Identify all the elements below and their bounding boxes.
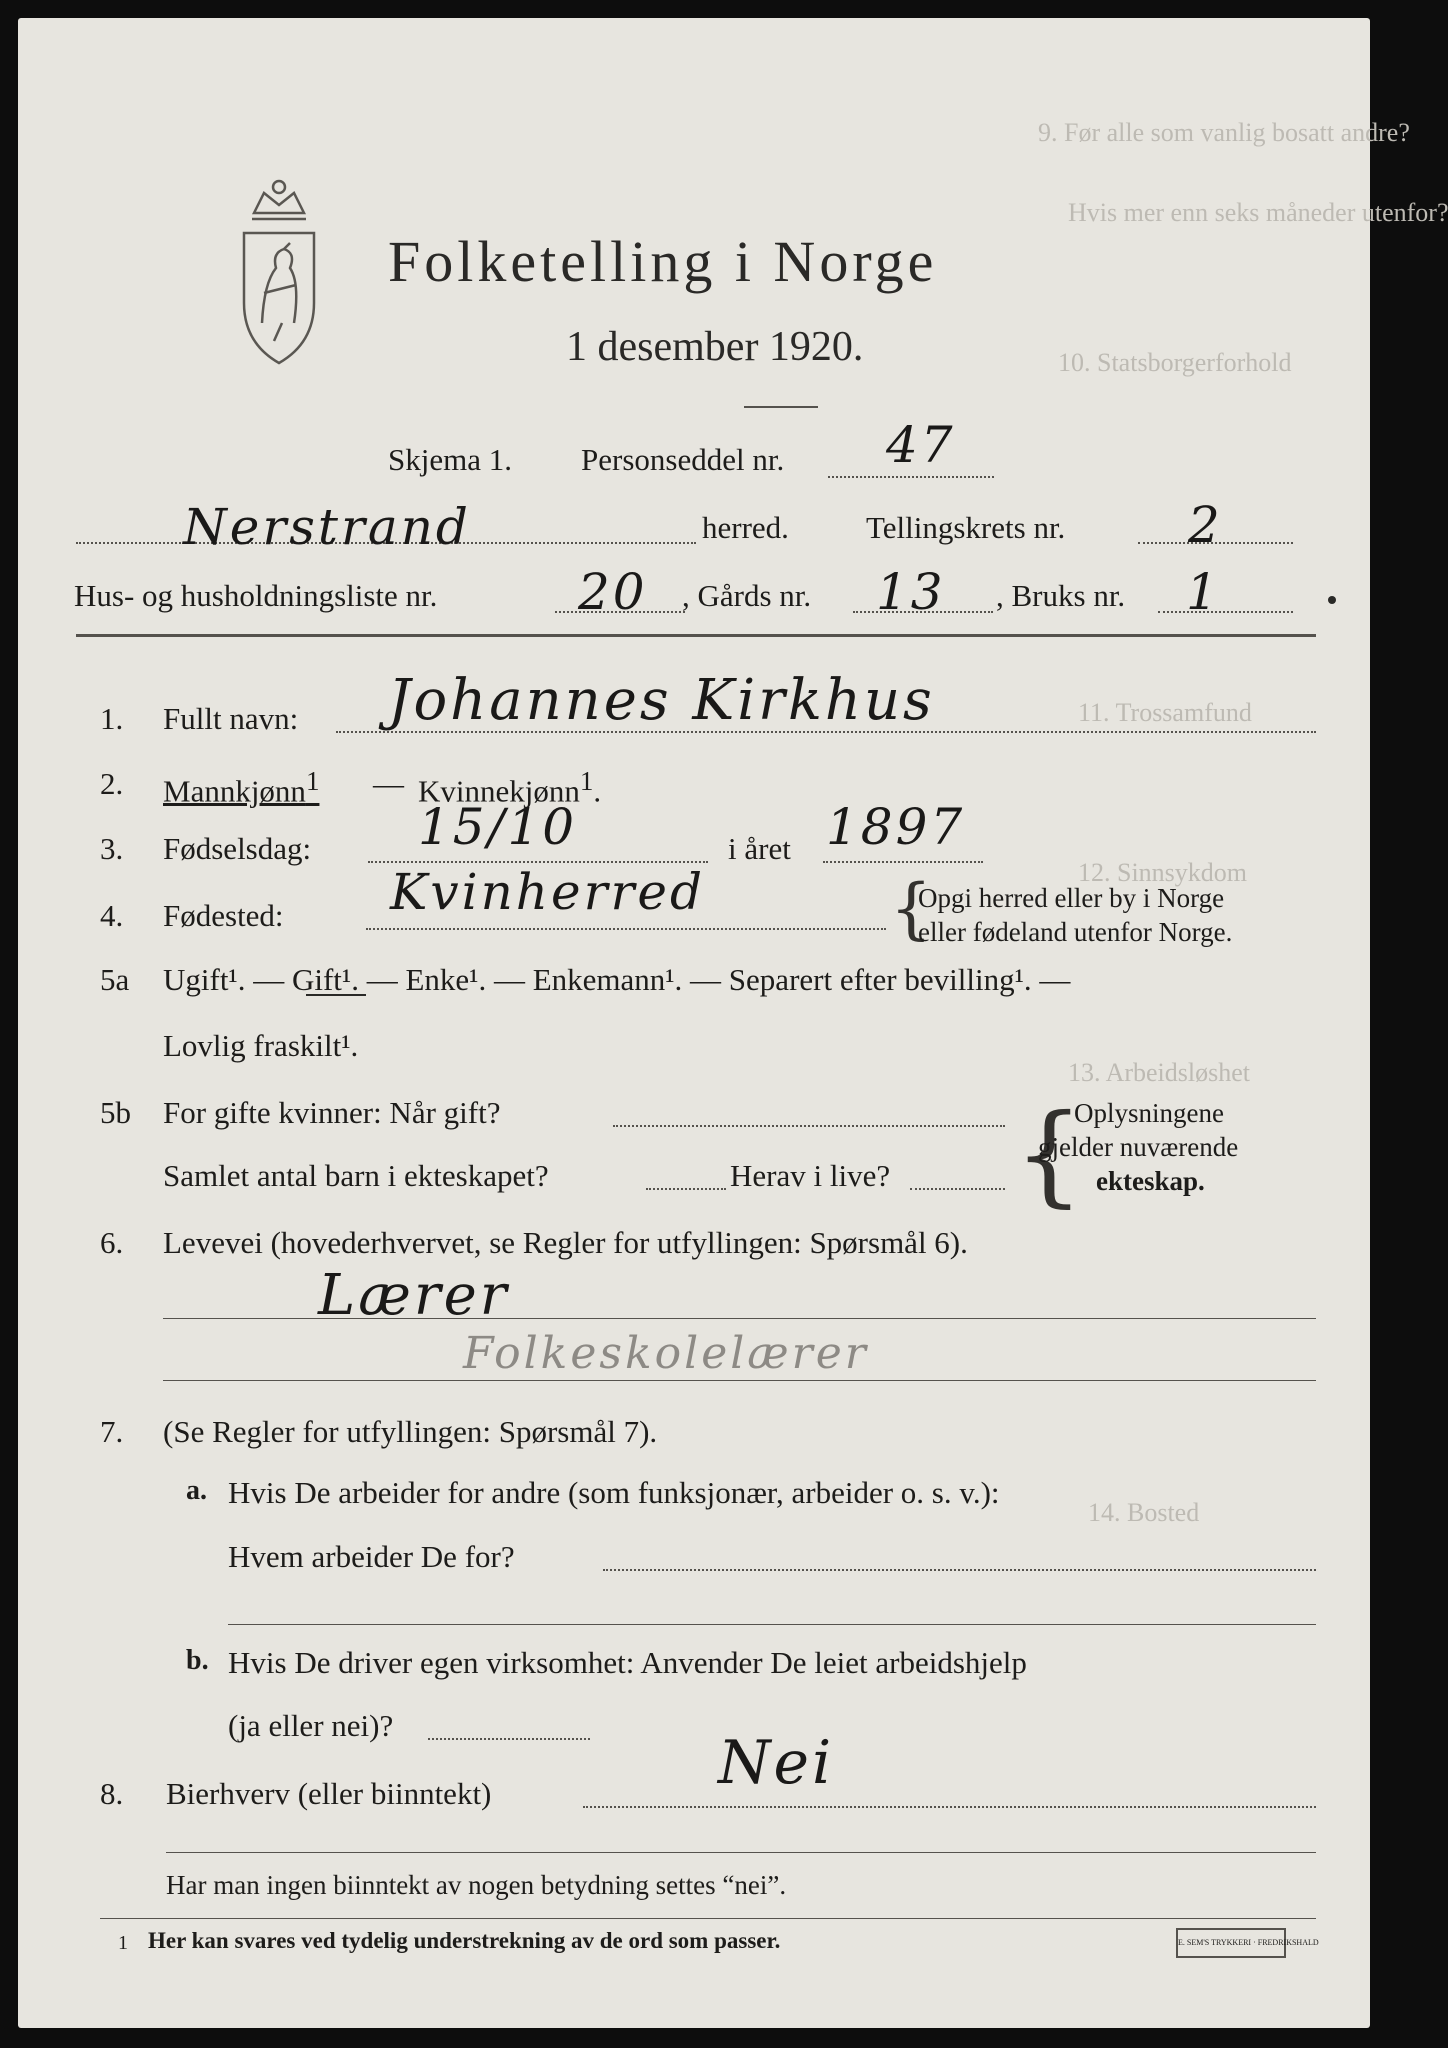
gift-underline bbox=[306, 994, 366, 996]
marriage-note-3: ekteskap. bbox=[1096, 1166, 1205, 1196]
gender-female-option[interactable]: Kvinnekjønn$^1$. bbox=[418, 766, 602, 809]
marital-status-options[interactable]: Ugift¹. — Gift¹. — Enke¹. — Enkemann¹. — Separert efter bevilling¹. — bbox=[163, 962, 1071, 997]
q7a-letter: a. bbox=[186, 1475, 207, 1506]
norwegian-lion-shield-icon bbox=[224, 173, 334, 373]
q5a-number: 5a bbox=[100, 962, 130, 997]
occupation-annotation: Folkeskolelærer bbox=[463, 1328, 869, 1379]
occupation-label: Levevei (hovederhvervet, se Regler for utfyllingen: Spørsmål 6). bbox=[163, 1225, 968, 1260]
herred-value[interactable]: Nerstrand bbox=[183, 498, 471, 556]
gards-value[interactable]: 13 bbox=[876, 563, 946, 621]
herred-label: herred. bbox=[702, 510, 789, 545]
printer-stamp: E. SEM'S TRYKKERI · FREDRIKSHALD bbox=[1176, 1928, 1286, 1958]
q2-number: 2. bbox=[100, 766, 124, 801]
bleed-text: 13. Arbeidsløshet bbox=[1068, 1058, 1250, 1087]
q8-number: 8. bbox=[100, 1776, 124, 1811]
footnote-number: 1 bbox=[118, 1932, 128, 1954]
brace-icon: { bbox=[1014, 1090, 1084, 1218]
hus-label: Hus- og husholdningsliste nr. bbox=[74, 578, 438, 613]
bleed-text: 10. Statsborgerforhold bbox=[1058, 348, 1292, 377]
children-count-label: Samlet antal barn i ekteskapet? bbox=[163, 1158, 549, 1193]
year-label: i året bbox=[728, 831, 791, 866]
census-form bbox=[18, 18, 1448, 2028]
children-alive-label: Herav i live? bbox=[730, 1158, 891, 1193]
q1-label: Fullt navn: bbox=[163, 701, 299, 736]
q7b-line2: (ja eller nei)? bbox=[228, 1708, 394, 1743]
hus-value[interactable]: 20 bbox=[578, 563, 648, 621]
q7-number: 7. bbox=[100, 1414, 124, 1449]
q7a-line2: Hvem arbeider De for? bbox=[228, 1539, 515, 1574]
bruks-value[interactable]: 1 bbox=[1186, 563, 1221, 621]
q7-label: (Se Regler for utfyllingen: Spørsmål 7). bbox=[163, 1414, 658, 1449]
gards-label: , Gårds nr. bbox=[682, 578, 812, 613]
q3-label: Fødselsdag: bbox=[163, 831, 312, 866]
birthplace-note-2: eller fødeland utenfor Norge. bbox=[918, 917, 1233, 947]
side-income-value[interactable]: Nei bbox=[718, 1728, 835, 1798]
marital-status-options-2[interactable]: Lovlig fraskilt¹. bbox=[163, 1028, 359, 1063]
personseddel-value[interactable]: 47 bbox=[886, 416, 956, 474]
side-income-label: Bierhverv (eller biinntekt) bbox=[166, 1776, 492, 1811]
bleed-text: 9. Før alle som vanlig bosatt andre? bbox=[1038, 118, 1410, 147]
ink-dot bbox=[1328, 596, 1336, 604]
bleed-text: 12. Sinnsykdom bbox=[1078, 858, 1248, 887]
q7a-line1: Hvis De arbeider for andre (som funksjonær, arbeider o. s. v.): bbox=[228, 1475, 1000, 1510]
q5b-number: 5b bbox=[100, 1095, 131, 1130]
q1-number: 1. bbox=[100, 701, 124, 736]
gender-male-option[interactable]: Mannkjønn$^1$ bbox=[163, 766, 320, 809]
bleed-text: Hvis mer enn seks måneder utenfor? bbox=[1068, 198, 1448, 227]
birth-year-value[interactable]: 1897 bbox=[826, 798, 966, 856]
full-name-value[interactable]: Johannes Kirkhus bbox=[388, 668, 935, 733]
schema-label: Skjema 1. bbox=[388, 442, 512, 477]
footnote-text: Her kan svares ved tydelig understrekning av de ord som passer. bbox=[148, 1928, 781, 1953]
form-title: Folketelling i Norge bbox=[388, 229, 938, 294]
header-divider bbox=[76, 634, 1316, 637]
brace-icon: { bbox=[890, 870, 932, 947]
q4-number: 4. bbox=[100, 898, 124, 933]
marriage-note-2: gjelder nuværende bbox=[1038, 1132, 1239, 1162]
bleed-text: 14. Bosted bbox=[1088, 1498, 1200, 1527]
q6-number: 6. bbox=[100, 1225, 124, 1260]
tellingskrets-label: Tellingskrets nr. bbox=[866, 510, 1066, 545]
birthplace-value[interactable]: Kvinherred bbox=[390, 863, 705, 921]
gender-dash: — bbox=[373, 766, 404, 801]
census-date: 1 desember 1920. bbox=[566, 324, 864, 370]
q7b-letter: b. bbox=[186, 1645, 209, 1676]
tellingskrets-value[interactable]: 2 bbox=[1188, 496, 1223, 554]
birthplace-note-1: Opgi herred eller by i Norge bbox=[918, 883, 1225, 913]
marriage-note-1: Oplysningene bbox=[1074, 1098, 1224, 1128]
occupation-value[interactable]: Lærer bbox=[318, 1263, 510, 1328]
title-divider bbox=[744, 406, 818, 408]
q4-label: Fødested: bbox=[163, 898, 284, 933]
side-income-note: Har man ingen biinntekt av nogen betydning settes “nei”. bbox=[166, 1870, 787, 1900]
q3-number: 3. bbox=[100, 831, 124, 866]
bleed-text: 11. Trossamfund bbox=[1078, 698, 1252, 727]
q7b-line1: Hvis De driver egen virksomhet: Anvender De leiet arbeidshjelp bbox=[228, 1645, 1027, 1680]
bruks-label: , Bruks nr. bbox=[996, 578, 1126, 613]
married-women-label: For gifte kvinner: Når gift? bbox=[163, 1095, 501, 1130]
birthdate-value[interactable]: 15/10 bbox=[418, 798, 578, 856]
personseddel-label: Personseddel nr. bbox=[581, 442, 785, 477]
